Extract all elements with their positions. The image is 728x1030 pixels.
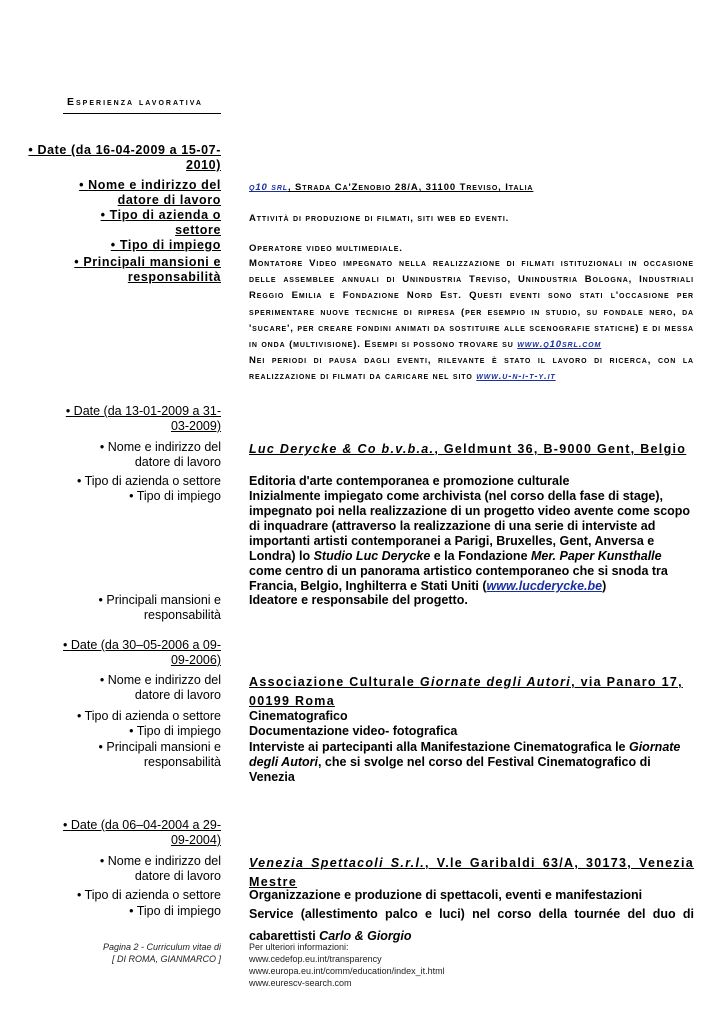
- footer-link-cedefop[interactable]: www.cedefop.eu.int/transparency: [249, 954, 382, 964]
- entry-4-type: Organizzazione e produzione di spettacoli, eventi e manifestazioni: [249, 888, 643, 902]
- entry-3-date: • Date (da 30–05-2006 a 09-09-2006): [61, 638, 221, 668]
- entry-3-job-label: • Tipo di impiego: [41, 724, 221, 739]
- entry-4-job-label: • Tipo di impiego: [41, 904, 221, 919]
- entry-2-duties-label: • Principali mansioni e responsabilità: [61, 593, 221, 623]
- entry-4-job: Service (allestimento palco e luci) nel corso della tournée del duo di cabarettisti Carlo & Giorgio: [249, 907, 694, 943]
- entry-1-type-label: • Tipo di azienda o settore: [51, 208, 221, 238]
- entry-2-date: • Date (da 13-01-2009 a 31-03-2009): [61, 404, 221, 434]
- entry-2-employer: Luc Derycke & Co b.v.b.a., Geldmunt 36, B-9000 Gent, Belgio: [249, 442, 687, 456]
- entry-3-type-label: • Tipo di azienda o settore: [41, 709, 221, 724]
- footer-info-label: Per ulteriori informazioni:: [249, 942, 349, 952]
- entry-3-duties-label: • Principali mansioni e responsabilità: [61, 740, 221, 770]
- section-title: Esperienza lavorativa: [67, 96, 203, 108]
- section-divider: [63, 113, 221, 114]
- entry-1-date: • Date (da 16-04-2009 a 15-07-2010): [21, 143, 221, 173]
- entry-3-employer: Associazione Culturale Giornate degli Autori, via Panaro 17, 00199 Roma: [249, 675, 683, 708]
- footer-link-europa[interactable]: www.europa.eu.int/comm/education/index_it.html: [249, 966, 445, 976]
- entry-2-link-lucderycke[interactable]: www.lucderycke.be: [486, 579, 603, 593]
- entry-3-type: Cinematografico: [249, 709, 348, 723]
- footer-page-info: [103, 941, 221, 965]
- entry-4-date: • Date (da 06–04-2004 a 29-09-2004): [61, 818, 221, 848]
- entry-4-type-label: • Tipo di azienda o settore: [41, 888, 221, 903]
- footer-name: [ DI ROMA, GIANMARCO ]: [111, 954, 221, 964]
- entry-3-job: Documentazione video- fotografica: [249, 724, 458, 738]
- footer-link-eurescv[interactable]: www.eurescv-search.com: [249, 978, 352, 988]
- entry-2-type: Editoria d'arte contemporanea e promozione culturale: [249, 474, 570, 488]
- entry-2-job-label: • Tipo di impiego: [41, 489, 221, 504]
- footer-page-number: Pagina 2 - Curriculum vitae di: [102, 942, 221, 952]
- footer-links: [249, 941, 445, 989]
- entry-1-employer: q10 srl, Strada Ca'Zenobio 28/A, 31100 Treviso, Italia: [249, 182, 534, 193]
- entry-1-job-label: • Tipo di impiego: [41, 238, 221, 253]
- entry-1-type: Attività di produzione di filmati, siti web ed eventi.: [249, 213, 510, 224]
- entry-1-link-unity[interactable]: www.u-n-i-t-y.it: [476, 371, 556, 383]
- entry-3-duties: Interviste ai partecipanti alla Manifestazione Cinematografica le Giornate degli Autori, che si svolge nel corso del Festival Cinematografico di Venezia: [249, 740, 681, 784]
- entry-3-employer-label: • Nome e indirizzo del datore di lavoro: [71, 673, 221, 703]
- entry-2-job: Inizialmente impiegato come archivista (nel corso della fase di stage), impegnato poi nella realizzazione di un progetto video avente come scopo di inquadrare (attraverso la realizzazione di una serie di interviste ad importanti artisti contemporanei a Parigi, Bruxelles, Gent, Anversa e Londra) lo Studio Luc Derycke e la Fondazione Mer. Paper Kunsthalle come centro di un panorama artistico contemporaneo che si snoda tra Francia, Belgio, Inghilterra e Stati Uniti (www.lucderycke.be): [249, 489, 691, 593]
- entry-4-employer-label: • Nome e indirizzo del datore di lavoro: [71, 854, 221, 884]
- entry-2-duties: Ideatore e responsabile del progetto.: [249, 593, 468, 607]
- entry-1-link-q10[interactable]: www.q10srl.com: [517, 339, 602, 351]
- entry-2-type-label: • Tipo di azienda o settore: [41, 474, 221, 489]
- entry-1-job: Operatore video multimediale.: [249, 243, 403, 254]
- entry-1-employer-label: • Nome e indirizzo del datore di lavoro: [51, 178, 221, 208]
- entry-2-employer-label: • Nome e indirizzo del datore di lavoro: [71, 440, 221, 470]
- entry-1-duties: Montatore Video impegnato nella realizzazione di filmati istituzionali in occasione delle assemblee annuali di Unindustria Treviso, Unindustria Bologna, Industriali Reggio Emilia e Fondazione Nord Est. Questi eventi sono stati l'occasione per sperimentare nuove tecniche di ripresa (per esempio in studio, su fondale nero, da 'sucare', per creare fondini animati da sostituire alle scenografie statiche) e di messa in onda (multivisione). Esempi si possono trovare su www.q10srl.com Nei periodi di pausa dagli eventi, rilevante è stato il lavoro di ricerca, con la realizzazione di filmati da caricare nel sito www.u-n-i-t-y.it: [249, 258, 694, 383]
- entry-4-employer: Venezia Spettacoli S.r.l., V.le Garibaldi 63/A, 30173, Venezia Mestre: [249, 856, 694, 889]
- entry-1-employer-link[interactable]: q10 srl: [249, 182, 288, 193]
- entry-1-duties-label: • Principali mansioni e responsabilità: [31, 255, 221, 285]
